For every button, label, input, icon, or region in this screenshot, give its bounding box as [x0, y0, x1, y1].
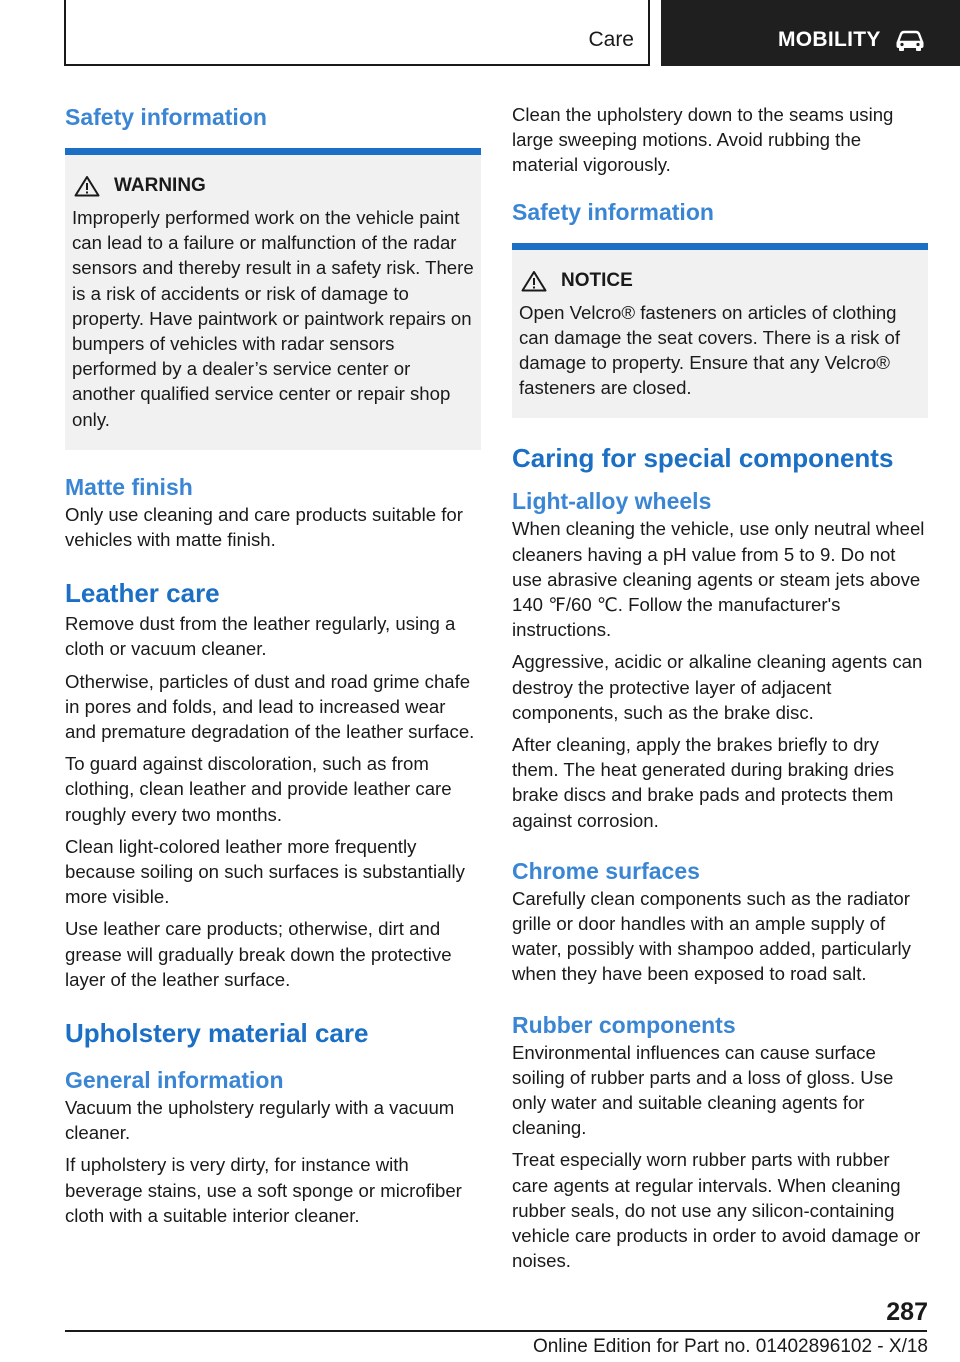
- section-header-box: [64, 0, 650, 66]
- warning-triangle-icon: [74, 175, 100, 197]
- alloy-paragraph: When cleaning the vehicle, use only neutral wheel cleaners having a pH value from 5 to 9. Do not use abrasive cleaning agents or steam jets above 140 ℉/60 ℃. Follow the manufacturer's instructions.: [512, 518, 925, 641]
- special-components-heading: Caring for special components: [512, 443, 894, 474]
- matte-finish-heading: Matte finish: [65, 473, 193, 500]
- chapter-tab-label: MOBILITY: [778, 28, 881, 51]
- warning-header: [74, 175, 474, 197]
- safety-information-heading: Safety information: [65, 104, 267, 130]
- rubber-paragraph: Treat especially worn rubber parts with rubber care agents at regular intervals. When cleaning rubber seals, do not use any silicon-containing vehicle care products in order to avoid damage or noises.: [512, 1149, 921, 1272]
- chrome-surfaces-heading: Chrome surfaces: [512, 857, 700, 884]
- upholstery-paragraph: Clean the upholstery down to the seams using large sweeping motions. Avoid rubbing the material vigorously.: [512, 104, 894, 176]
- leather-paragraph: Use leather care products; otherwise, dirt and grease will gradually break down the protective layer of the leather surface.: [65, 918, 452, 990]
- warning-label: WARNING: [114, 175, 206, 196]
- matte-finish-text: Only use cleaning and care products suitable for vehicles with matte finish.: [65, 503, 463, 551]
- upholstery-paragraph: If upholstery is very dirty, for instance with beverage stains, use a soft sponge or microfiber cloth with a suitable interior cleaner.: [65, 1154, 462, 1226]
- alloy-paragraph: Aggressive, acidic or alkaline cleaning agents can destroy the protective layer of adjacent components, such as the brake disc.: [512, 651, 923, 723]
- left-column: [65, 100, 481, 1235]
- leather-paragraph: Clean light-colored leather more frequently because soiling on such surfaces is substantially more visible.: [65, 835, 465, 908]
- rubber-paragraph: Environmental influences can cause surface soiling of rubber parts and a loss of gloss. Use only water and suitable cleaning agents for cleaning.: [512, 1041, 894, 1139]
- rubber-components-heading: Rubber components: [512, 1011, 736, 1038]
- notice-label: NOTICE: [561, 269, 633, 291]
- page-header: [0, 0, 960, 66]
- upholstery-paragraph: Vacuum the upholstery regularly with a vacuum cleaner.: [65, 1097, 455, 1144]
- notice-box: [512, 243, 928, 419]
- page-number: 287: [886, 1298, 928, 1326]
- light-alloy-wheels-heading: Light-alloy wheels: [512, 488, 712, 515]
- section-title: Care: [588, 28, 634, 51]
- warning-triangle-icon: [521, 270, 547, 292]
- alloy-paragraph: After cleaning, apply the brakes briefly to dry them. The heat generated during braking dries brake discs and brake pads and protects them against corrosion.: [512, 734, 895, 831]
- warning-box: [65, 148, 481, 450]
- chrome-paragraph: Carefully clean components such as the radiator grille or door handles with an ample supply of water, possibly with shampoo added, particularly when they have been exposed to road salt.: [512, 887, 911, 985]
- notice-text: Open Velcro® fasteners on articles of clothing can damage the seat covers. There is a risk of damage to property. Ensure that any Velcro® fasteners are closed.: [519, 301, 901, 399]
- leather-paragraph: Otherwise, particles of dust and road grime chafe in pores and folds, and lead to increased wear and premature degradation of the leather surface.: [65, 670, 475, 743]
- car-icon: [895, 30, 925, 52]
- upholstery-care-heading: Upholstery material care: [65, 1018, 369, 1049]
- footer-divider: [65, 1330, 927, 1332]
- leather-paragraph: Remove dust from the leather regularly, using a cloth or vacuum cleaner.: [65, 613, 456, 660]
- notice-header: [521, 270, 921, 292]
- leather-paragraph: To guard against discoloration, such as from clothing, clean leather and provide leather care roughly every two months.: [65, 753, 452, 825]
- chapter-tab: [661, 0, 960, 66]
- general-information-heading: General information: [65, 1067, 284, 1094]
- warning-text: Improperly performed work on the vehicle paint can lead to a failure or malfunction of the radar sensors and thereby result in a safety risk. There is a risk of accidents or risk of damage to property. Have paintwork or paintwork repairs on bumpers of vehicles with radar sensors performed by a dealer’s service center or another qualified service center or repair shop only.: [72, 207, 474, 430]
- edition-footer: Online Edition for Part no. 01402896102 - X/18: [532, 1336, 928, 1357]
- leather-care-heading: Leather care: [65, 578, 220, 609]
- safety-information-heading: Safety information: [512, 198, 714, 225]
- right-column: [512, 102, 928, 1281]
